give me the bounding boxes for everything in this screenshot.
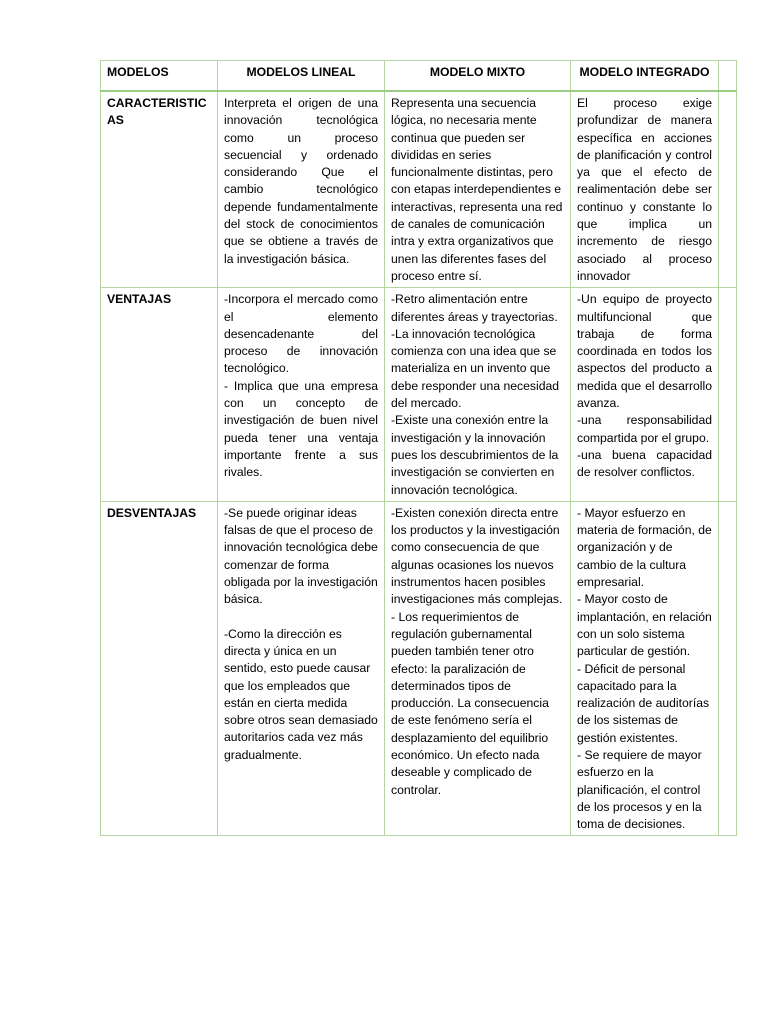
cell-text: -Existe una conexión entre la investigación y la innovación pues los descubrimientos de la investigación se convierten en innovación tecnológica. — [391, 413, 559, 497]
row-label-desventajas: DESVENTAJAS — [101, 501, 218, 836]
cell-ventajas-lineal — [218, 288, 385, 502]
models-comparison-table — [100, 60, 737, 836]
header-empty-column — [719, 61, 737, 92]
cell-text: Interpreta el origen de una innovación tecnológica como un proceso secuencial y ordenado considerando Que el cambio tecnológico depende fundamentalmente del stock de conocimientos que se obtiene a través de la investigación básica. — [224, 96, 378, 266]
cell-empty — [719, 91, 737, 288]
cell-caracteristicas-integrado — [571, 91, 719, 288]
cell-text: -Retro alimentación entre diferentes áreas y trayectorias. — [391, 292, 558, 324]
cell-text: - Mayor esfuerzo en materia de formación, de organización y de cambio de la cultura empresarial. — [577, 505, 712, 590]
cell-text: -Se puede originar ideas falsas de que el proceso de innovación tecnológica debe comenzar de forma obligada por la investigación básica. — [224, 505, 378, 607]
table-header-row — [101, 61, 737, 92]
cell-text: -Un equipo de proyecto multifuncional que trabaja de forma coordinada en todos los aspectos del producto a medida que el desarrollo avanza. — [577, 292, 712, 411]
cell-caracteristicas-lineal — [218, 91, 385, 288]
table-row-desventajas — [101, 501, 737, 836]
cell-text: - Implica que una empresa con un concepto de investigación de buen nivel pueda tener una ventaja importante frente a sus rivales. — [224, 378, 378, 480]
cell-text: Representa una secuencia lógica, no necesaria mente continua que pueden ser divididas en series funcionalmente distintas, pero con etapas interdependientes e interactivas, representa una red de canales de comunicación intra y extra organizativos que unen las diferentes fases del proceso entre sí. — [391, 96, 563, 283]
cell-text: - Los requerimientos de regulación gubernamental pueden también tener otro efecto: la paralización de determinados tipos de producción. La consecuencia de este fenómeno sería el desplazamiento del equilibrio económico. Un efecto nada deseable y complicado de controlar. — [391, 609, 549, 797]
cell-text: -La innovación tecnológica comienza con una idea que se materializa en un invento que debe responder una necesidad del mercado. — [391, 326, 560, 411]
cell-text: -Como la dirección es directa y única en un sentido, esto puede causar que los empleados que están en cierta medida sobre otros sean demasiado autoritarios cada vez más gradualmente. — [224, 626, 378, 762]
cell-text: -Incorpora el mercado como el elemento desencadenante del proceso de innovación tecnológico. — [224, 292, 378, 376]
cell-text: - Mayor costo de implantación, en relación con un solo sistema particular de gestión. — [577, 592, 712, 659]
header-modelos-lineal: MODELOS LINEAL — [218, 61, 385, 92]
header-modelo-integrado: MODELO INTEGRADO — [571, 61, 719, 92]
cell-desventajas-integrado — [571, 501, 719, 836]
cell-empty — [719, 288, 737, 502]
cell-text: - Se requiere de mayor esfuerzo en la planificación, el control de los procesos y en la toma de decisiones. — [577, 747, 702, 832]
table-row-caracteristicas — [101, 91, 737, 288]
paragraph-spacer — [224, 609, 378, 626]
header-modelos: MODELOS — [101, 61, 218, 92]
cell-desventajas-lineal — [218, 501, 385, 836]
cell-text: -una buena capacidad de resolver conflictos. — [577, 447, 712, 480]
cell-empty — [719, 501, 737, 836]
row-label-ventajas: VENTAJAS — [101, 288, 218, 502]
cell-desventajas-mixto — [385, 501, 571, 836]
cell-ventajas-mixto — [385, 288, 571, 502]
cell-text: -Existen conexión directa entre los productos y la investigación como consecuencia de que algunas ocasiones los nuevos instrumentos hacen posibles investigaciones más complejas. — [391, 505, 563, 607]
cell-text: - Déficit de personal capacitado para la realización de auditorías de los sistemas de gestión existentes. — [577, 661, 710, 745]
row-label-caracteristicas: CARACTERISTICAS — [101, 91, 218, 288]
cell-text: El proceso exige profundizar de manera específica en acciones de planificación y control ya que el efecto de realimentación debe ser continuo y constante lo que implica un incremento de riesgo asociado al proceso innovador — [577, 96, 712, 283]
header-modelo-mixto: MODELO MIXTO — [385, 61, 571, 92]
cell-caracteristicas-mixto — [385, 91, 571, 288]
table-row-ventajas — [101, 288, 737, 502]
cell-ventajas-integrado — [571, 288, 719, 502]
cell-text: -una responsabilidad compartida por el grupo. — [577, 413, 712, 445]
